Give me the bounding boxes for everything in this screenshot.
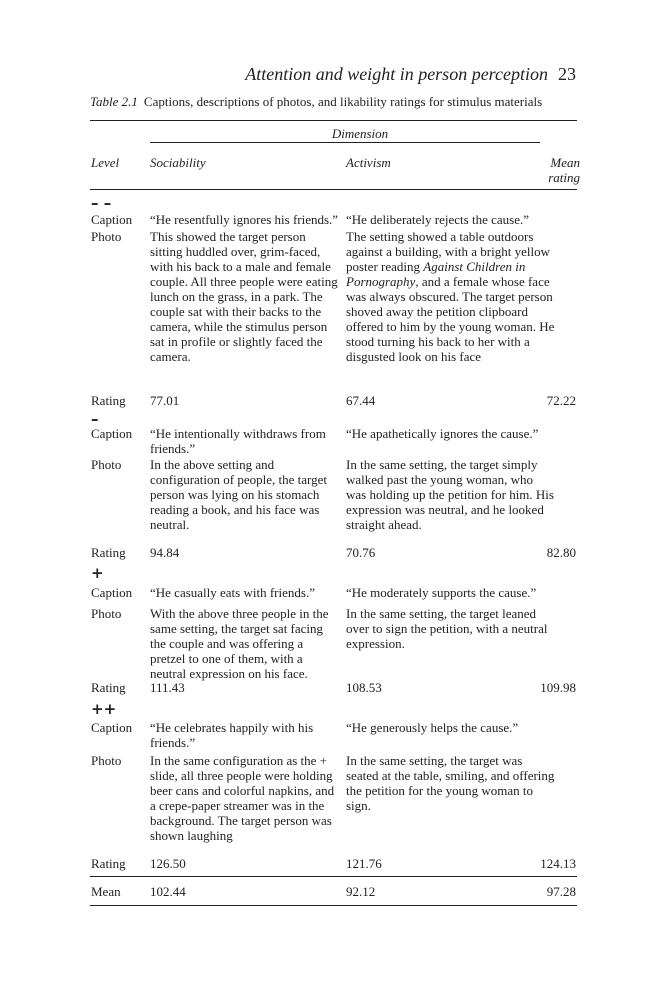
photo-row-label: Photo <box>91 229 122 244</box>
sociability-caption: “He intentionally withdraws from friends.” <box>150 426 326 456</box>
photo-row-label: Photo <box>91 753 122 768</box>
activism-rating: 121.76 <box>346 856 382 871</box>
sociability-rating: 77.01 <box>150 393 180 408</box>
activism-photo-text-cont: , and a female whose face was always obscured. The target person shoved away the petition clipboard offered to him by the young woman. He stood turning his back to her with a disgusted look on his face <box>346 274 555 364</box>
sociability-photo: In the same configuration as the + slide, all three people were holding beer cans and colorful napkins, and a crepe-paper streamer was in the background. The target person was shown laughing <box>150 753 335 843</box>
mean-rating: 72.22 <box>546 393 576 408</box>
mean-rating: 124.13 <box>540 856 576 871</box>
photo-row-label: Photo <box>91 606 122 621</box>
activism-photo: In the same setting, the target was seated at the table, smiling, and offering the petition for the young woman to sign. <box>346 753 555 813</box>
mean-rating: 109.98 <box>540 680 576 695</box>
activism-caption: “He moderately supports the cause.” <box>346 585 537 600</box>
dimension-header: Dimension <box>331 126 389 141</box>
activism-caption: “He generously helps the cause.” <box>346 720 519 735</box>
level-header: Level <box>91 155 120 170</box>
activism-photo <box>346 229 556 364</box>
activism-caption: “He apathetically ignores the cause.” <box>346 426 539 441</box>
activism-mean: 92.12 <box>346 884 376 899</box>
page-number: 23 <box>558 64 576 84</box>
sociability-photo: This showed the target person sitting huddled over, grim-faced, with his back to a male and female couple. All three people were eating lunch on the grass, in a park. The couple sat with their backs to the camera, while the stimulus person sat in profile or slightly faced the camera. <box>150 229 338 364</box>
dimension-rule <box>150 142 540 143</box>
activism-rating: 70.76 <box>346 545 376 560</box>
sociability-photo: With the above three people in the same setting, the target sat facing the couple and was offering a pretzel to one of them, with a neutral expression on his face. <box>150 606 329 681</box>
sociability-caption: “He resentfully ignores his friends.” <box>150 212 339 227</box>
level-label: – – <box>91 194 112 212</box>
caption-row-label: Caption <box>91 720 133 735</box>
mean-rule <box>90 876 577 877</box>
rating-row-label: Rating <box>91 393 126 408</box>
poster-title: Against Children in Pornography <box>346 259 526 289</box>
activism-header: Activism <box>346 155 391 170</box>
sociability-caption: “He celebrates happily with his friends.” <box>150 720 314 750</box>
activism-photo: In the same setting, the target simply walked past the young woman, who was holding up the petition for him. His expression was neutral, and he looked straight ahead. <box>346 457 554 532</box>
sociability-photo: In the above setting and configuration of people, the target person was lying on his stomach reading a book, and his face was neutral. <box>150 457 328 532</box>
table-caption-text: Captions, descriptions of photos, and likability ratings for stimulus materials <box>143 94 543 109</box>
table-label: Table 2.1 <box>90 94 138 109</box>
sociability-rating: 111.43 <box>150 680 185 695</box>
mean-rating: 82.80 <box>546 545 576 560</box>
activism-photo-text: The setting showed a table outdoors against a building, with a bright yellow poster reading <box>346 229 550 274</box>
rating-row-label: Rating <box>91 856 126 871</box>
caption-row-label: Caption <box>91 426 133 441</box>
sociability-rating: 94.84 <box>150 545 180 560</box>
sociability-rating: 126.50 <box>150 856 186 871</box>
activism-rating: 108.53 <box>346 680 382 695</box>
caption-row-label: Caption <box>91 212 133 227</box>
mean-rating-header: Mean rating <box>548 155 580 185</box>
top-rule <box>90 120 577 121</box>
activism-photo: In the same setting, the target leaned over to sign the petition, with a neutral expression. <box>346 606 548 651</box>
rating-row-label: Rating <box>91 680 126 695</box>
header-rule <box>90 189 577 190</box>
sociability-mean: 102.44 <box>150 884 186 899</box>
sociability-header: Sociability <box>150 155 206 170</box>
activism-rating: 67.44 <box>346 393 376 408</box>
running-head-title: Attention and weight in person perception <box>245 64 548 84</box>
level-label: + <box>91 564 104 582</box>
mean-row-label: Mean <box>91 884 121 899</box>
bottom-rule <box>90 905 577 906</box>
table-caption <box>90 94 580 110</box>
rating-row-label: Rating <box>91 545 126 560</box>
photo-row-label: Photo <box>91 457 122 472</box>
level-label: ++ <box>91 700 117 718</box>
sociability-caption: “He casually eats with friends.” <box>150 585 315 600</box>
overall-mean: 97.28 <box>546 884 576 899</box>
caption-row-label: Caption <box>91 585 133 600</box>
level-label: – <box>91 410 99 428</box>
running-head <box>245 64 576 85</box>
activism-caption: “He deliberately rejects the cause.” <box>346 212 529 227</box>
